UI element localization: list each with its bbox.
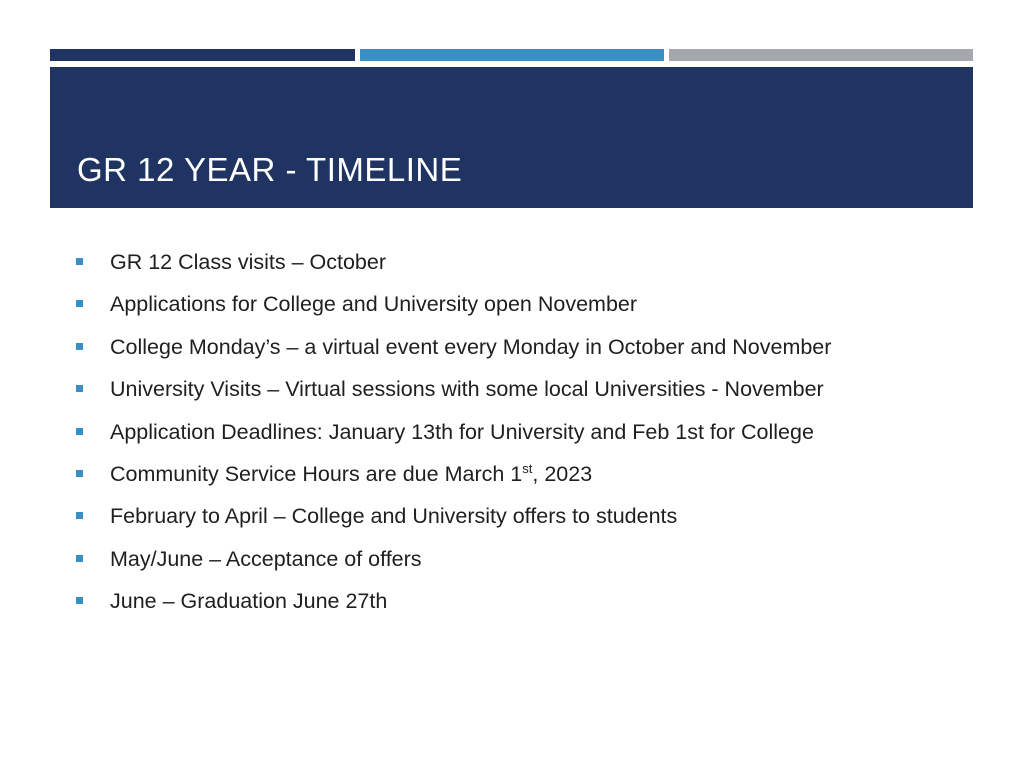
bullet-item	[75, 544, 975, 586]
bullet-list	[75, 247, 975, 629]
square-bullet-icon	[76, 300, 83, 307]
bullet-text: Application Deadlines: January 13th for University and Feb 1st for College	[110, 419, 814, 444]
bullet-item	[75, 459, 975, 501]
bullet-item	[75, 501, 975, 543]
bullet-text: Applications for College and University open November	[110, 292, 638, 317]
accent-bar-gray	[669, 49, 973, 61]
square-bullet-icon	[76, 258, 83, 265]
square-bullet-icon	[76, 597, 83, 604]
bullet-text-year: , 2023	[532, 461, 593, 486]
square-bullet-icon	[76, 470, 83, 477]
bullet-text	[110, 461, 592, 487]
square-bullet-icon	[76, 428, 83, 435]
title-band	[50, 67, 973, 208]
square-bullet-icon	[76, 512, 83, 519]
bullet-item	[75, 332, 975, 374]
slide-title: GR 12 YEAR - TIMELINE	[77, 151, 463, 188]
ordinal-suffix: st	[522, 460, 533, 476]
square-bullet-icon	[76, 343, 83, 350]
bullet-text: May/June – Acceptance of offers	[110, 546, 422, 571]
bullet-text-main: Community Service Hours are due March 1	[110, 461, 523, 486]
bullet-item	[75, 586, 975, 628]
bullet-text: College Monday’s – a virtual event every Monday in October and November	[110, 334, 832, 359]
bullet-item	[75, 374, 975, 416]
bullet-item	[75, 247, 975, 289]
bullet-item	[75, 417, 975, 459]
bullet-text: GR 12 Class visits – October	[110, 250, 387, 274]
accent-bar-navy	[50, 49, 355, 61]
bullet-text: June – Graduation June 27th	[110, 589, 388, 614]
accent-bar-blue	[360, 49, 664, 61]
bullet-item	[75, 289, 975, 331]
bullet-text: February to April – College and University offers to students	[110, 504, 678, 529]
square-bullet-icon	[76, 385, 83, 392]
bullet-text: University Visits – Virtual sessions with some local Universities - November	[110, 377, 824, 402]
square-bullet-icon	[76, 555, 83, 562]
